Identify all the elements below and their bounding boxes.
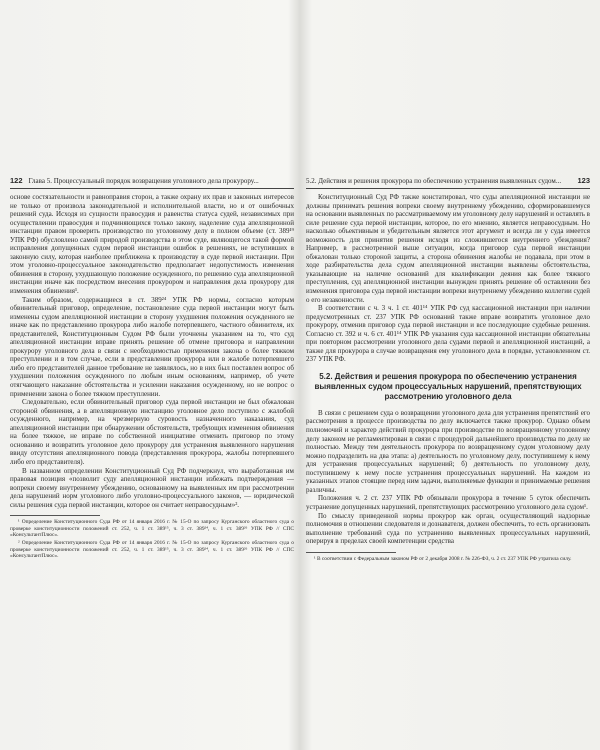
running-header: 5.2. Действия и решения прокурора по обеспечению устранения выявленных судом... xyxy=(306,177,562,185)
section-title: 5.2. Действия и решения прокурора по обеспечению устранения выявленных судом процессуальных нарушений, препятствующих рассмотрению уголовного дела xyxy=(314,371,582,401)
page-body xyxy=(306,193,590,546)
page-header xyxy=(10,176,294,189)
paragraph: основе состязательности и равноправия сторон, а также охрану их прав и законных интересов не только от произвола законодательной и исполнительной власти, но и от ошибочных решений суда. Исходя из сущности правосудия и равенства статуса судей, независимых при осуществлении правосудия и подчиняющихся только закону, наделение суда апелляционной инстанции правом проверить производство по уголовному делу в полном объеме (ст. 389¹⁹ УПК РФ) обусловлено самой природой производства в этом суде, являющегося такой формой исправления допущенных судом первой инстанции ошибок в решениях, не вступивших в законную силу, которая наиболее приближена к производству в суде первой инстанции. При этом уголовно-процессуальное законодательство предполагает недопустимость изменения обвинения в сторону, ухудшающую положение осужденного, по решению суда апелляционной инстанции иначе как посредством внесения прокурором и направления дела прокурору для изменения обвинения¹. xyxy=(10,193,294,296)
footnotes xyxy=(10,519,294,559)
page-header xyxy=(306,176,590,189)
right-page xyxy=(306,176,590,726)
paragraph: Таким образом, содержащиеся в ст. 389²⁴ УПК РФ нормы, согласно которым обвинительный приговор, определение, постановление суда первой инстанции могут быть изменены судом апелляционной инстанции в сторону ухудшения положения осужденного не иначе как по представлению прокурора либо жалобе потерпевшего, частного обвинителя, их представителей, Конституционным Судом РФ были уточнены указанием на то, что суд апелляционной инстанции вправе принять решение об отмене приговора и направлении прокурору уголовного дела в связи с необходимостью применения закона о более тяжком преступлении и в том случае, если в представлении прокурора или в жалобе потерпевшего либо его представителей данное требование не заявлялось, но в них был поставлен вопрос об ухудшении положения осужденного по любым иным основаниям, например, об учете отягчающего наказание обстоятельства и усилении наказания осужденному, но не вопрос о применении закона о более тяжком преступлении. xyxy=(10,295,294,398)
paragraph: Следовательно, если обвинительный приговор суда первой инстанции не был обжалован стороной обвинения, а в апелляционную инстанцию уголовное дело поступило с жалобой осужденного, например, на чрезмерную суровость назначенного наказания, суд апелляционной инстанции при обнаружении обстоятельств, требующих изменения обвинения на более тяжкое, не вправе по собственной инициативе отменить приговор по этому основанию и возвратить уголовное дело прокурору для устранения выявленного нарушения ввиду отсутствия апелляционного повода (представления прокурора, жалобы потерпевшего либо его представителя). xyxy=(10,398,294,466)
footnote: ¹ Определение Конституционного Суда РФ от 14 января 2016 г. № 15-О по запросу Курганского областного суда о проверке конституционности положений ст. 252, ч. 1 ст. 389¹⁵, ч. 3 ст. 389²⁴, ч. 1 ст. 389²⁶ УПК РФ // СПС «КонсультантПлюс». xyxy=(10,519,294,539)
paragraph: Положения ч. 2 ст. 237 УПК РФ обязывали прокурора в течение 5 суток обеспечить устранение допущенных нарушений, препятствующих рассмотрению уголовного дела судом¹. xyxy=(306,494,590,511)
footnote-rule xyxy=(306,552,396,553)
left-page xyxy=(10,176,294,726)
paragraph: В названном определении Конституционный Суд РФ подчеркнул, что выработанная им правовая позиция «позволит суду апелляционной инстанции избежать подтверждения — вопреки своему внутреннему убеждению, основанному на выявленных им при рассмотрении дела нарушений норм уголовного либо уголовно-процессуального законов, — юридической силы решения суда первой инстанции, которое он считает неправосудным»². xyxy=(10,466,294,509)
running-header: Глава 5. Процессуальный порядок возвращения уголовного дела прокурору... xyxy=(28,177,259,185)
footnote: ¹ В соответствии с Федеральным законом РФ от 2 декабря 2008 г. № 226-ФЗ, ч. 2 ст. 237 УПК РФ утратила силу. xyxy=(314,555,572,562)
footnote-rule xyxy=(10,515,100,516)
paragraph: В соответствии с ч. 3 ч. 1 ст. 401¹⁴ УПК РФ суд кассационной инстанции при наличии предусмотренных ст. 237 УПК РФ оснований также вправе возвратить уголовное дело прокурору, отменив приговор суда первой инстанции и все последующие судебные решения. Согласно ст. 392 и ч. 6 ст. 401¹⁴ УПК РФ указания суда кассационной инстанции обязательны при повторном рассмотрении уголовного дела судами первой и апелляционной инстанций, а также для прокурора в случае возвращения ему уголовного дела в порядке, установленном ст. 237 УПК РФ. xyxy=(306,304,590,364)
footnote: ² Определение Конституционного Суда РФ от 14 января 2016 г. № 15-О по запросу Курганского областного суда о проверке конституционности положений ст. 252, ч. 1 ст. 389¹⁵, ч. 3 ст. 389²⁴, ч. 1 ст. 389²⁶ УПК РФ // СПС «КонсультантПлюс». xyxy=(10,540,294,560)
footnotes xyxy=(306,556,590,562)
page-body xyxy=(10,193,294,509)
page-number: 122 xyxy=(10,176,23,185)
page-number: 123 xyxy=(577,176,590,185)
paragraph: По смыслу приведенной нормы прокурор как орган, осуществляющий надзорные полномочия в отношении следователя и дознавателя, должен обеспечить, то есть организовать выполнение требований суда по устранению выявленных процессуальных нарушений, оперируя в пределах своей компетенции средства xyxy=(306,511,590,546)
paragraph: Конституционный Суд РФ также констатировал, что суды апелляционной инстанции не должны принимать решения вопреки своему внутреннему убеждению, сформировавшемуся на основании выявленных по рассматриваемому им уголовному делу нарушений и оставлять в силе решение суда первой инстанции, которое, по его мнению, является неправосудным. Но насколько объективным и убедительным является этот аргумент и всегда ли у суда имеется возможность для принятия решения исходя из сложившегося внутреннего убеждения? Например, в рассмотренной выше ситуации, когда приговор суда первой инстанции обжалован только стороной защиты, а сторона обвинения жалобы не подавала, при этом в ходе разбирательства дела судом апелляционной инстанции выявлены обстоятельства, указывающие на наличие оснований для квалификации деяния как более тяжкого преступления, суд апелляционной инстанции вынужден принять решение об оставлении без изменения приговора суда первой инстанции вопреки внутреннему убеждению коллегии судей о его незаконности. xyxy=(306,193,590,304)
paragraph: В связи с решением суда о возвращении уголовного дела для устранения препятствий его рассмотрения в процессе производства по делу включается также прокурор. Однако объем полномочий и характер действий прокурора при производстве по возвращенному уголовному делу законом не регламентирован в связи с процедурой дальнейшего производства по делу не полностью. Между тем деятельность прокурора по возвращенному судом уголовному делу можно подразделить на два этапа: а) деятельность по уголовному делу, поступившему к нему для устранения процессуальных нарушений; б) деятельность по уголовному делу, поступившему к нему после устранения процессуальных нарушений. На каждом из указанных этапов стоящие перед ним задачи, выполняемые функции и принимаемые решения различны. xyxy=(306,408,590,494)
